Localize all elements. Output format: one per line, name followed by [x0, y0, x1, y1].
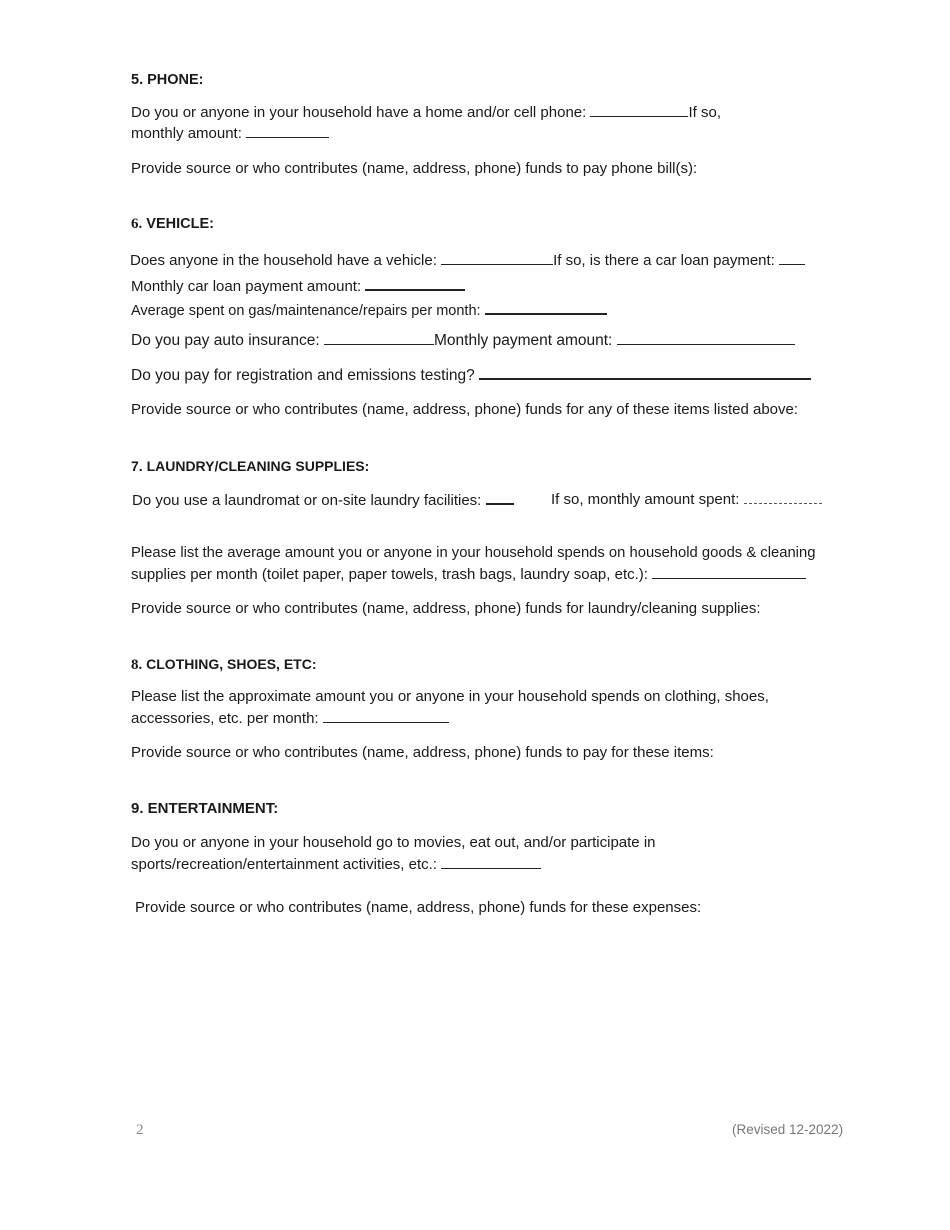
laundry-amount-blank[interactable]: [744, 490, 822, 504]
clothing-heading-number: 8.: [131, 657, 143, 673]
car-loan-amount-blank[interactable]: [365, 276, 465, 291]
phone-heading: 5. PHONE:: [131, 72, 204, 88]
entertainment-row: [131, 855, 541, 874]
phone-amount-label: monthly amount:: [131, 125, 242, 142]
cleaning-supplies-line1: Please list the average amount you or anyone in your household spends on household goods & cleaning: [131, 545, 816, 561]
phone-amount-blank[interactable]: [246, 124, 329, 138]
vehicle-question: [130, 251, 805, 270]
laundry-amount-label: If so, monthly amount spent:: [551, 491, 740, 508]
phone-follow-label: If so,: [688, 104, 721, 121]
phone-answer-blank[interactable]: [590, 103, 688, 117]
insurance-amount-blank[interactable]: [617, 331, 795, 345]
entertainment-line1: Do you or anyone in your household go to movies, eat out, and/or participate in: [131, 834, 656, 851]
laundromat-blank[interactable]: [486, 490, 514, 505]
phone-question-label: Do you or anyone in your household have a home and/or cell phone:: [131, 104, 587, 121]
clothing-heading-text: CLOTHING, SHOES, ETC:: [146, 656, 317, 672]
gas-maintenance-blank[interactable]: [485, 300, 607, 315]
auto-insurance-blank[interactable]: [324, 331, 434, 345]
clothing-row: [131, 709, 449, 728]
car-loan-blank[interactable]: [779, 251, 805, 265]
page-number: 2: [136, 1122, 144, 1138]
revision-date: (Revised 12-2022): [732, 1122, 844, 1137]
phone-amount-row: [131, 124, 329, 143]
entertainment-source: Provide source or who contributes (name, address, phone) funds for these expenses:: [135, 899, 702, 916]
entertainment-heading: 9. ENTERTAINMENT:: [131, 800, 279, 817]
clothing-label: accessories, etc. per month:: [131, 710, 319, 727]
insurance-amount-label: Monthly payment amount:: [434, 332, 613, 349]
registration-row: [131, 365, 811, 385]
clothing-blank[interactable]: [323, 709, 449, 723]
clothing-line1: Please list the approximate amount you or anyone in your household spends on clothing, shoes,: [131, 688, 769, 705]
vehicle-source: Provide source or who contributes (name, address, phone) funds for any of these items listed above:: [131, 401, 799, 418]
car-loan-amount-label: Monthly car loan payment amount:: [131, 278, 362, 295]
laundry-amount-row: [551, 490, 822, 509]
laundry-heading: 7. LAUNDRY/CLEANING SUPPLIES:: [131, 458, 370, 474]
cleaning-supplies-label: supplies per month (toilet paper, paper towels, trash bags, laundry soap, etc.):: [131, 566, 648, 583]
auto-insurance-row: [131, 331, 795, 350]
gas-maintenance-label: Average spent on gas/maintenance/repairs per month:: [131, 303, 481, 319]
car-loan-label: If so, is there a car loan payment:: [553, 252, 775, 269]
vehicle-heading: [131, 215, 214, 233]
car-loan-amount-row: [131, 276, 465, 296]
gas-maintenance-row: [131, 300, 607, 320]
clothing-heading: [131, 655, 316, 674]
entertainment-blank[interactable]: [441, 855, 541, 869]
registration-blank[interactable]: [479, 365, 811, 380]
cleaning-supplies-row: [131, 565, 806, 584]
laundromat-row: [132, 490, 514, 510]
auto-insurance-label: Do you pay auto insurance:: [131, 332, 320, 349]
phone-question: [131, 103, 721, 122]
vehicle-heading-text: VEHICLE:: [146, 216, 214, 232]
phone-source: Provide source or who contributes (name, address, phone) funds to pay phone bill(s):: [131, 160, 698, 177]
cleaning-supplies-blank[interactable]: [652, 565, 806, 579]
registration-label: Do you pay for registration and emissions testing?: [131, 367, 475, 384]
vehicle-question-label: Does anyone in the household have a vehicle:: [130, 252, 437, 269]
vehicle-heading-number: 6.: [131, 216, 143, 232]
clothing-source: Provide source or who contributes (name, address, phone) funds to pay for these items:: [131, 744, 714, 761]
vehicle-answer-blank[interactable]: [441, 251, 553, 265]
laundromat-label: Do you use a laundromat or on-site laundry facilities:: [132, 492, 482, 509]
entertainment-label: sports/recreation/entertainment activities, etc.:: [131, 856, 437, 873]
laundry-source: Provide source or who contributes (name, address, phone) funds for laundry/cleaning supplies:: [131, 600, 761, 617]
